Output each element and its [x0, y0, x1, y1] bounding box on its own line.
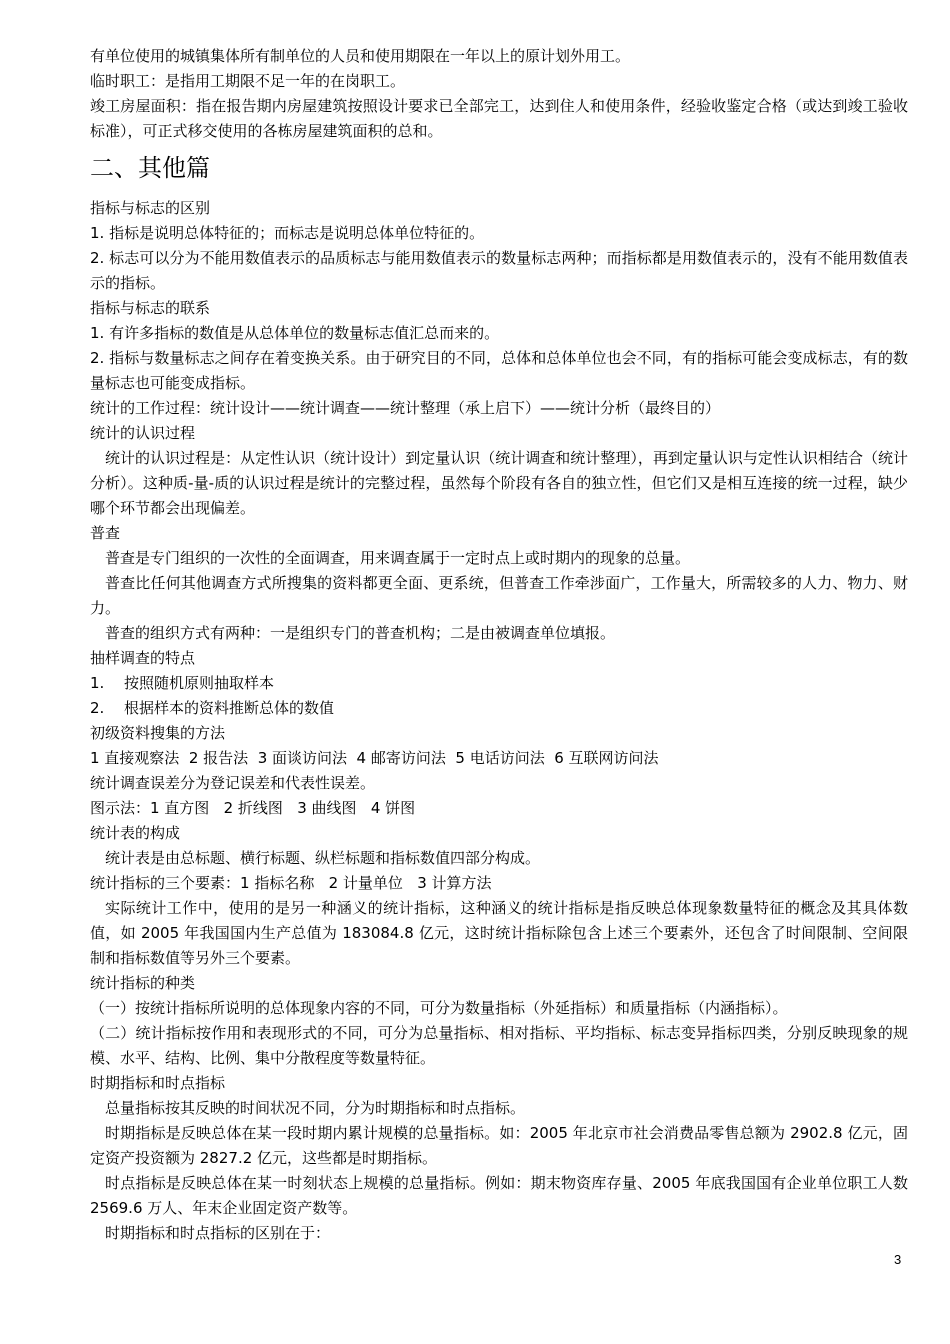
document-page [90, 44, 908, 1246]
list-number: 1. [90, 674, 105, 692]
subheading: 指标与标志的区别 [90, 199, 211, 217]
subheading: 普查 [90, 524, 121, 542]
paragraph: 时点指标是反映总体在某一时刻状态上规模的总量指标。例如：期末物资库存量、2005 年底我国国有企业单位职工人数 2569.6 万人、年末企业固定资产数等。 [90, 1174, 908, 1217]
subheading: 指标与标志的联系 [90, 299, 211, 317]
paragraph: 统计的工作过程：统计设计——统计调查——统计整理（承上启下）——统计分析（最终目的） [90, 399, 721, 417]
list-item: 2. 指标与数量标志之间存在着变换关系。由于研究目的不同，总体和总体单位也会不同，有的指标可能会变成标志，有的数量标志也可能变成指标。 [90, 349, 908, 392]
subheading: 统计表的构成 [90, 824, 181, 842]
paragraph: 临时职工：是指用工期限不足一年的在岗职工。 [90, 72, 406, 90]
list-text: 按照随机原则抽取样本 [124, 674, 275, 692]
paragraph: 实际统计工作中，使用的是另一种涵义的统计指标，这种涵义的统计指标是指反映总体现象数量特征的概念及其具体数值，如 2005 年我国国内生产总值为 183084.8 亿元，这时统计指标除包含上述三个要素外，还包含了时间限制、空间限制和指标数值等另外三个要素。 [90, 899, 908, 967]
list-item: 1. 指标是说明总体特征的；而标志是说明总体单位特征的。 [90, 224, 485, 242]
paragraph: 普查是专门组织的一次性的全面调查，用来调查属于一定时点上或时期内的现象的总量。 [105, 549, 691, 567]
list-number: 2. [90, 699, 105, 717]
paragraph: 统计指标的三个要素：1 指标名称 2 计量单位 3 计算方法 [90, 874, 492, 892]
paragraph: 图示法：1 直方图 2 折线图 3 曲线图 4 饼图 [90, 799, 416, 817]
page-number: 3 [894, 1252, 902, 1267]
paragraph: 普查比任何其他调查方式所搜集的资料都更全面、更系统，但普查工作牵涉面广，工作量大，所需较多的人力、物力、财力。 [90, 574, 908, 617]
paragraph: 时期指标和时点指标的区别在于： [105, 1224, 331, 1242]
list-item: 1. 有许多指标的数值是从总体单位的数量标志值汇总而来的。 [90, 324, 500, 342]
list-item: 2. 标志可以分为不能用数值表示的品质标志与能用数值表示的数量标志两种；而指标都是用数值表示的，没有不能用数值表示的指标。 [90, 249, 908, 292]
section-heading: 二、其他篇 [90, 154, 210, 182]
subheading: 统计指标的种类 [90, 974, 196, 992]
paragraph: （二）统计指标按作用和表现形式的不同，可分为总量指标、相对指标、平均指标、标志变异指标四类，分别反映现象的规模、水平、结构、比例、集中分散程度等数量特征。 [90, 1024, 908, 1067]
subheading: 初级资料搜集的方法 [90, 724, 226, 742]
paragraph: 普查的组织方式有两种：一是组织专门的普查机构；二是由被调查单位填报。 [105, 624, 616, 642]
subheading: 时期指标和时点指标 [90, 1074, 226, 1092]
paragraph: 统计调查误差分为登记误差和代表性误差。 [90, 774, 376, 792]
list-item [90, 671, 908, 696]
paragraph: 有单位使用的城镇集体所有制单位的人员和使用期限在一年以上的原计划外用工。 [90, 47, 631, 65]
paragraph: 统计的认识过程是：从定性认识（统计设计）到定量认识（统计调查和统计整理），再到定量认识与定性认识相结合（统计分析）。这种质-量-质的认识过程是统计的完整过程，虽然每个阶段有各自的独立性，但它们又是相互连接的统一过程，缺少哪个环节都会出现偏差。 [90, 449, 908, 517]
paragraph: 竣工房屋面积：指在报告期内房屋建筑按照设计要求已全部完工，达到住人和使用条件，经验收鉴定合格（或达到竣工验收标准），可正式移交使用的各栋房屋建筑面积的总和。 [90, 97, 908, 140]
paragraph: 统计表是由总标题、横行标题、纵栏标题和指标数值四部分构成。 [105, 849, 541, 867]
paragraph: （一）按统计指标所说明的总体现象内容的不同，可分为数量指标（外延指标）和质量指标（内涵指标）。 [90, 999, 788, 1017]
list-item [90, 696, 908, 721]
subheading: 统计的认识过程 [90, 424, 196, 442]
paragraph: 1 直接观察法 2 报告法 3 面谈访问法 4 邮寄访问法 5 电话访问法 6 互联网访问法 [90, 749, 659, 767]
list-text: 根据样本的资料推断总体的数值 [124, 699, 335, 717]
subheading: 抽样调查的特点 [90, 649, 196, 667]
paragraph: 时期指标是反映总体在某一段时期内累计规模的总量指标。如：2005 年北京市社会消费品零售总额为 2902.8 亿元，固定资产投资额为 2827.2 亿元，这些都是时期指标。 [90, 1124, 908, 1167]
paragraph: 总量指标按其反映的时间状况不同，分为时期指标和时点指标。 [105, 1099, 526, 1117]
